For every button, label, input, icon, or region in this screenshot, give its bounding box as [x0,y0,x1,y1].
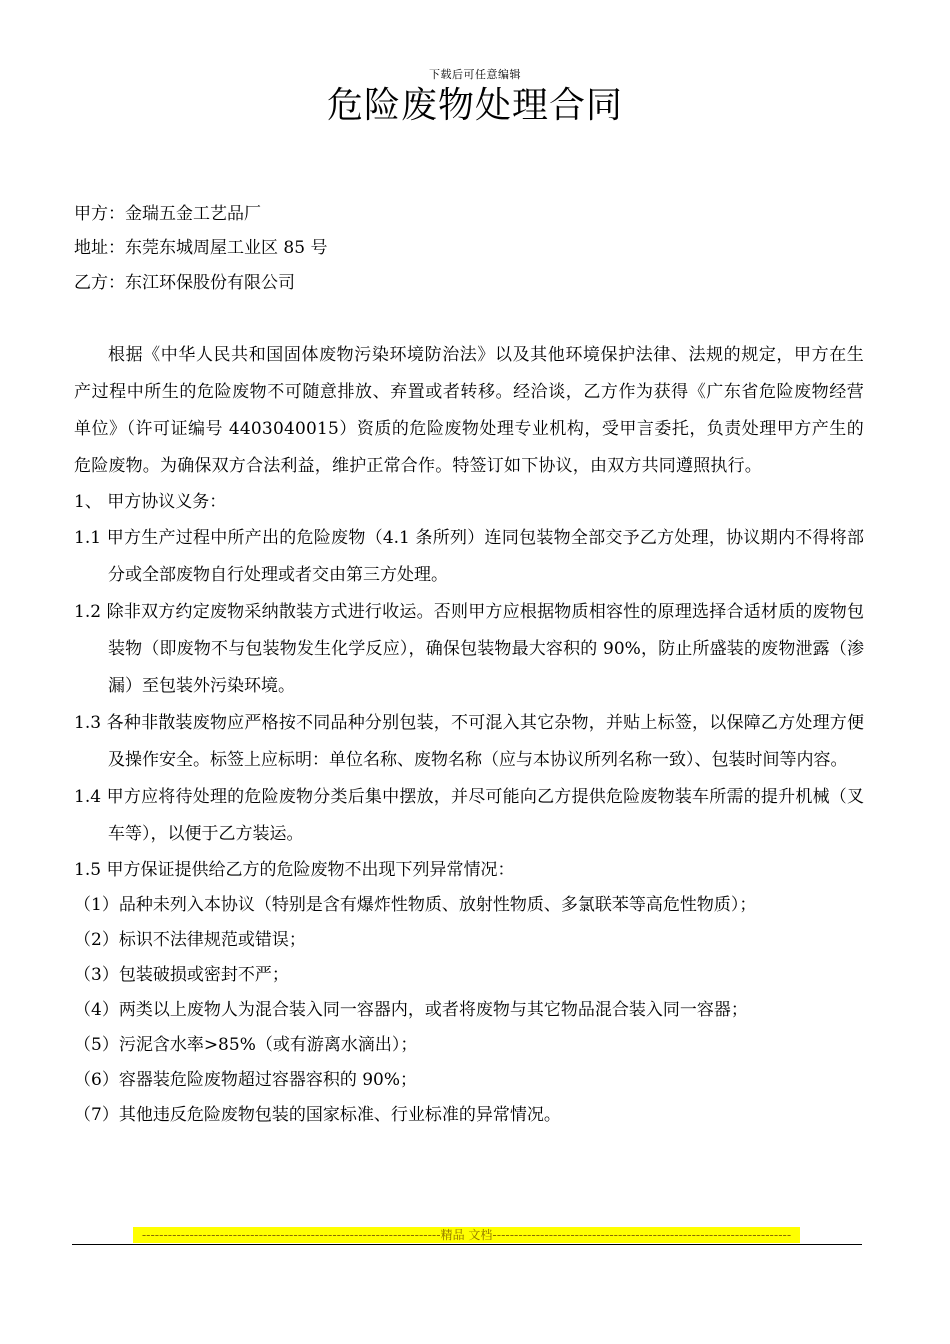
download-note: 下载后可任意编辑 [429,68,521,81]
party-b: 乙方：东江环保股份有限公司 [74,273,295,293]
party-a-address: 地址：东莞东城周屋工业区 85 号 [74,238,328,258]
exception-item: （2）标识不法律规范或错误； [74,930,306,950]
document-title: 危险废物处理合同 [326,85,623,126]
clause-1-2: 1.2 除非双方约定废物采纳散装方式进行收运。否则甲方应根据物质相容性的原理选择合适材质的废物包装物（即废物不与包装物发生化学反应），确保包装物最大容积的 90%，防止所盛装的废物泄露（渗漏）至包装外污染环境。 [74,602,864,696]
exception-item: （3）包装破损或密封不严； [74,965,289,985]
clause-1-4: 1.4 甲方应将待处理的危险废物分类后集中摆放，并尽可能向乙方提供危险废物装车所需的提升机械（叉车等），以便于乙方装运。 [74,787,864,844]
exception-item: （4）两类以上废物人为混合装入同一容器内，或者将废物与其它物品混合装入同一容器； [74,1000,748,1020]
contract-body [74,337,864,1133]
exception-item: （7）其他违反危险废物包装的国家标准、行业标准的异常情况。 [74,1105,561,1125]
section-1-heading: 1、 甲方协议义务： [74,492,227,512]
exception-item: （1）品种未列入本协议（特别是含有爆炸性物质、放射性物质、多氯联苯等高危性物质）； [74,895,757,915]
clause-1-5: 1.5 甲方保证提供给乙方的危险废物不出现下列异常情况： [74,860,515,880]
footer-banner: ---------------------------------------------------------------------精品 文档--------------------------------------------------------------------- [133,1227,800,1243]
exception-item: （5）污泥含水率>85%（或有游离水滴出）； [74,1035,418,1055]
footer-divider [72,1244,862,1245]
intro-paragraph: 根据《中华人民共和国固体废物污染环境防治法》以及其他环境保护法律、法规的规定，甲方在生产过程中所生的危险废物不可随意排放、弃置或者转移。经洽谈，乙方作为获得《广东省危险废物经营单位》（许可证编号 4403040015）资质的危险废物处理专业机构，受甲言委托，负责处理甲方产生的危险废物。为确保双方合法利益，维护正常合作。特签订如下协议，由双方共同遵照执行。 [74,345,864,476]
clause-1-3: 1.3 各种非散装废物应严格按不同品种分别包装，不可混入其它杂物，并贴上标签，以保障乙方处理方便及操作安全。标签上应标明：单位名称、废物名称（应与本协议所列名称一致）、包装时间等内容。 [74,713,864,770]
clause-1-1: 1.1 甲方生产过程中所产出的危险废物（4.1 条所列）连同包装物全部交予乙方处理，协议期内不得将部分或全部废物自行处理或者交由第三方处理。 [74,528,864,585]
party-a: 甲方：金瑞五金工艺品厂 [74,204,261,224]
exception-item: （6）容器装危险废物超过容器容积的 90%； [74,1070,418,1090]
